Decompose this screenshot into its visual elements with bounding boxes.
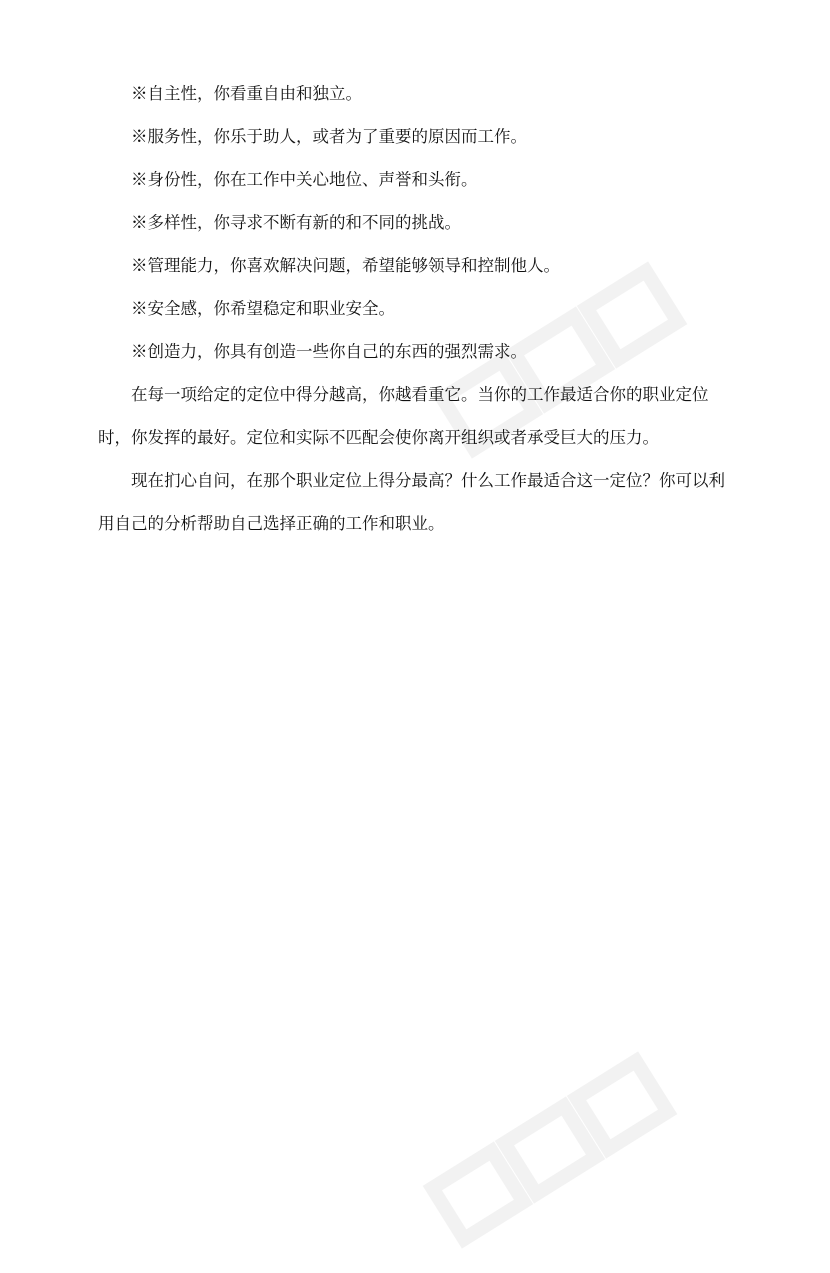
paragraph-line: 在每一项给定的定位中得分越高，你越看重它。当你的工作最适合你的职业定位 <box>131 385 709 404</box>
list-item: ※安全感，你希望稳定和职业安全。 <box>131 299 395 318</box>
list-item: ※服务性，你乐于助人，或者为了重要的原因而工作。 <box>131 127 527 146</box>
list-item: ※管理能力，你喜欢解决问题，希望能够领导和控制他人。 <box>131 256 560 275</box>
list-item: ※身份性，你在工作中关心地位、声誉和头衔。 <box>131 170 478 189</box>
list-item: ※多样性，你寻求不断有新的和不同的挑战。 <box>131 213 461 232</box>
document-content <box>98 84 738 557</box>
paragraph-line: 现在扪心自问，在那个职业定位上得分最高？什么工作最适合这一定位？你可以利 <box>131 471 725 490</box>
paragraph-line: 用自己的分析帮助自己选择正确的工作和职业。 <box>98 514 445 533</box>
list-item: ※创造力，你具有创造一些你自己的东西的强烈需求。 <box>131 342 527 361</box>
paragraph <box>98 385 738 448</box>
career-anchor-list <box>98 84 738 362</box>
paragraph <box>98 471 738 534</box>
watermark-logo <box>408 1030 692 1270</box>
watermark-shape <box>408 1030 692 1270</box>
list-item: ※自主性，你看重自由和独立。 <box>131 84 362 103</box>
paragraph-line: 时，你发挥的最好。定位和实际不匹配会使你离开组织或者承受巨大的压力。 <box>98 428 659 447</box>
